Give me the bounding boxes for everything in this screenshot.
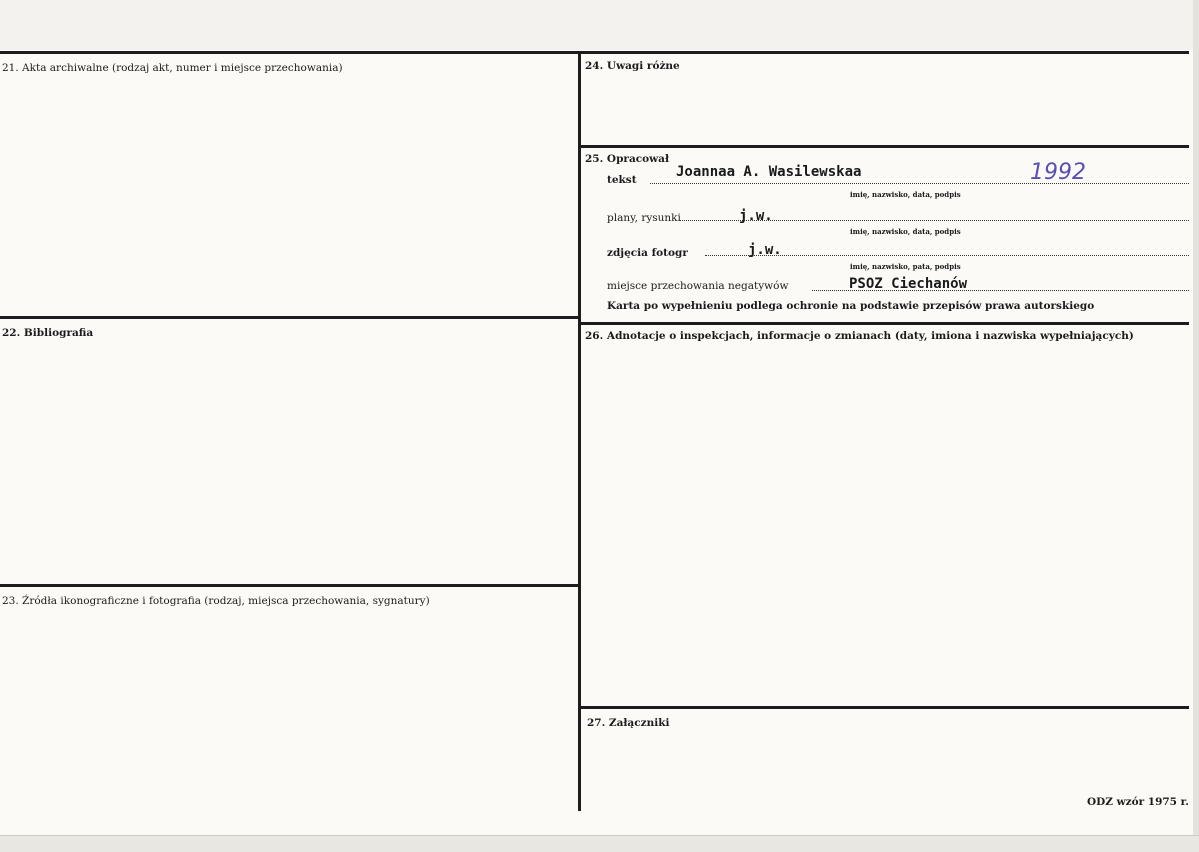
center-divider <box>578 51 581 811</box>
paper-right-edge <box>1193 0 1199 851</box>
section-24-label: 24. Uwagi różne <box>585 60 680 72</box>
copyright-note: Karta po wypełnieniu podlega ochronie na podstawie przepisów prawa autorskiego <box>607 300 1095 312</box>
zdjecia-label: zdjęcia fotogr <box>607 247 688 259</box>
rule-24-25 <box>581 145 1189 148</box>
zdjecia-hint: imię, nazwisko, pata, podpis <box>850 262 961 271</box>
section-22-label: 22. Bibliografia <box>2 327 94 339</box>
rule-22-23 <box>0 584 578 587</box>
paper-bottom-edge <box>0 835 1199 852</box>
plany-value: j.w. <box>739 208 773 224</box>
miejsce-label: miejsce przechowania negatywów <box>607 280 789 292</box>
miejsce-value: PSOZ Ciechanów <box>849 276 968 292</box>
tekst-line <box>650 183 1189 184</box>
rule-21-22 <box>0 316 578 319</box>
section-27-label: 27. Załączniki <box>587 717 670 729</box>
section-26-label: 26. Adnotacje o inspekcjach, informacje o zmianach (daty, imiona i nazwiska wypełniających) <box>585 330 1134 342</box>
rule-26-27 <box>581 706 1189 709</box>
section-23-label: 23. Źródła ikonograficzne i fotografia (rodzaj, miejsca przechowania, sygnatury) <box>2 595 430 607</box>
section-21-label: 21. Akta archiwalne (rodzaj akt, numer i miejsce przechowania) <box>2 62 343 74</box>
plany-label: plany, rysunki <box>607 212 681 224</box>
zdjecia-value: j.w. <box>748 242 782 258</box>
tekst-hint: imię, nazwisko, data, podpis <box>850 190 961 199</box>
top-rule <box>0 51 1189 54</box>
tekst-year: 1992 <box>1030 160 1086 185</box>
tekst-label: tekst <box>607 174 637 186</box>
tekst-value: Joannaa A. Wasilewskaa <box>676 164 862 180</box>
section-25-label: 25. Opracował <box>585 153 670 165</box>
form-footer: ODZ wzór 1975 r. <box>1087 796 1189 808</box>
rule-25-26 <box>581 322 1189 325</box>
paper-top-margin <box>0 0 1199 50</box>
plany-hint: imię, nazwisko, data, podpis <box>850 227 961 236</box>
